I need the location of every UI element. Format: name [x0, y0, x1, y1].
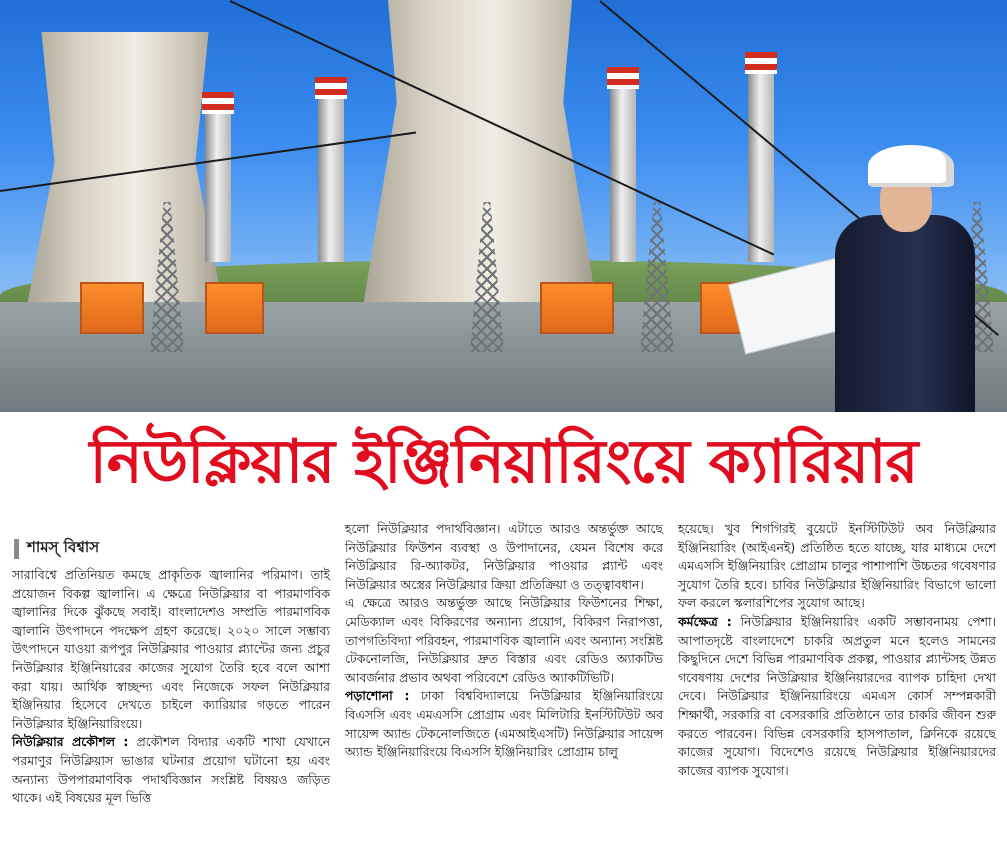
- paragraph: এ ক্ষেত্রে আরও অন্তর্ভুক্ত আছে নিউক্লিয়ার ফিউশনের শিক্ষা, মেডিক্যাল এবং বিকিরণের অন্যান্য প্রয়োগ, বিকিরণ নিরাপত্তা, তাপগতিবিদ্যা পরিবহন, পারমাণবিক জ্বালানি এবং অন্যান্য সংশ্লিষ্ট টেকনোলজি, নিউক্লিয়ার দ্রুত বিস্তার এবং রেডিও অ্যাকটিভ আবর্জনার প্রভাব অথবা পরিবেশে রেডিও অ্যাকটিভিটি।: [345, 595, 663, 685]
- smoke-stack: [748, 52, 774, 262]
- paragraph: [345, 687, 663, 761]
- hero-photo: [0, 0, 1007, 412]
- smoke-stack: [205, 92, 231, 262]
- transformer-unit: [80, 282, 144, 334]
- hard-hat: [868, 145, 954, 187]
- headline: নিউক্লিয়ার ইঞ্জিনিয়ারিংয়ে ক্যারিয়ার: [89, 427, 918, 497]
- article-column-1: [12, 566, 330, 808]
- section-label: পড়াশোনা :: [345, 688, 410, 704]
- byline-marker: [14, 539, 19, 559]
- paragraph-text: নিউক্লিয়ার ইঞ্জিনিয়ারিং একটি সম্ভাবনাময় পেশা। আপাতদৃষ্টে বাংলাদেশে চাকরি অপ্রতুল মনে হলেও সামনের কিছুদিনে দেশে বিভিন্ন পারমাণবিক প্রকল্প, পাওয়ার প্ল্যান্টসহ উন্নত গবেষণায় দেশের নিউক্লিয়ার ইঞ্জিনিয়ারদের ব্যাপক চাহিদা দেখা দেবে। নিউক্লিয়ার ইঞ্জিনিয়ারিংয়ে এমএস কোর্স সম্পন্নকারী শিক্ষার্থী, সরকারি বা বেসরকারি প্রতিষ্ঠানে তার চাকরি জীবন শুরু করতে পারবেন। বিভিন্ন বেসরকারি হাসপাতাল, ক্লিনিকে রয়েছে কাজের সুযোগ। বিদেশেও রয়েছে নিউক্লিয়ার ইঞ্জিনিয়ারদের কাজের ব্যাপক সুযোগ।: [678, 613, 996, 778]
- cooling-tower: [15, 32, 235, 322]
- author-name: শামস্‌ বিশ্বাস: [27, 538, 100, 556]
- paragraph: হয়েছে। খুব শিগগিরই বুয়েটে ইনস্টিটিউট অব নিউক্লিয়ার ইঞ্জিনিয়ারিং (আইএনই) প্রতিষ্ঠিত হতে যাচ্ছে, যার মাধ্যমে দেশে এমএসসি ইঞ্জিনিয়ারিং প্রোগ্রাম চালুর পাশাপাশি উচ্চতর গবেষণার সুযোগ তৈরি হবে। চাবির নিউক্লিয়ার ইঞ্জিনিয়ারিং বিভাগে ভালো ফল করলে স্কলারশিপের সুযোগ আছে।: [678, 521, 996, 611]
- section-label: কর্মক্ষেত্র :: [678, 613, 732, 629]
- paragraph-text: প্রকৌশল বিদ্যার একটি শাখা যেখানে পরমাণুর নিউক্লিয়াস ভাঙার ঘটনার প্রয়োগ ঘটানো হয় এবং অন্যান্য উপপারমাণবিক পদার্থবিজ্ঞান সংশ্লিষ্ট বিষয়ও জড়িত থাকে। এই বিষয়ের মূল ভিত্তি: [12, 734, 330, 806]
- section-label: নিউক্লিয়ার প্রকৌশল :: [12, 734, 129, 750]
- paragraph: [12, 733, 330, 807]
- article-column-2: [345, 520, 663, 762]
- transformer-unit: [540, 282, 614, 334]
- paragraph-text: ঢাকা বিশ্ববিদ্যালয়ে নিউক্লিয়ার ইঞ্জিনিয়ারিংয়ে বিএসসি এবং এমএসসি প্রোগ্রাম এবং মিলিটারি ইনস্টিটিউট অব সায়েন্স অ্যান্ড টেকনোলজিতে (এমআইএসটি) নিউক্লিয়ার সায়েন্স অ্যান্ড ইঞ্জিনিয়ারিংয়ে বিএসসি ইঞ্জিনিয়ারিং প্রোগ্রাম চালু: [345, 688, 663, 760]
- article-column-3: [678, 520, 996, 780]
- engineer-figure: [835, 215, 975, 412]
- smoke-stack: [318, 77, 344, 262]
- paragraph: সারাবিশ্বে প্রতিনিয়ত কমছে প্রাকৃতিক জ্বালানির পরিমাণ। তাই প্রয়োজন বিকল্প জ্বালানি। এ ক্ষেত্রে নিউক্লিয়ার বা পারমাণবিক জ্বালানির দিকে ঝুঁকছে সবাই। বাংলাদেশও সম্প্রতি পারমাণবিক জ্বালানি উৎপাদনে পদক্ষেপ গ্রহণ করেছে। ২০২০ সালে সম্ভাব্য উৎপাদনে যাওয়া রূপপুর নিউক্লিয়ার পাওয়ার প্ল্যান্টের জন্য প্রচুর নিউক্লিয়ার ইঞ্জিনিয়ারের কাজের সুযোগ তৈরি হবে বলে আশা করা যায়। আর্থিক স্বাচ্ছন্দ্য এবং নিজেকে সফল নিউক্লিয়ার ইঞ্জিনিয়ার হিসেবে দেখতে চাইলে ক্যারিয়ার গড়তে পারেন নিউক্লিয়ার ইঞ্জিনিয়ারিংয়ে।: [12, 567, 330, 731]
- smoke-stack: [610, 67, 636, 262]
- paragraph: হলো নিউক্লিয়ার পদার্থবিজ্ঞান। এটাতে আরও অন্তর্ভুক্ত আছে নিউক্লিয়ার ফিউশন ব্যবস্থা ও উপাদানের, যেমন বিশেষ করে নিউক্লিয়ার রি-অ্যাকটর, নিউক্লিয়ার পাওয়ার প্ল্যান্ট এবং নিউক্লিয়ার অস্ত্রের নিউক্লিয়ার ক্রিয়া প্রতিক্রিয়া ও তত্ত্বাবধান।: [345, 521, 663, 592]
- transformer-unit: [205, 282, 264, 334]
- paragraph: [678, 613, 996, 780]
- byline: [14, 536, 99, 561]
